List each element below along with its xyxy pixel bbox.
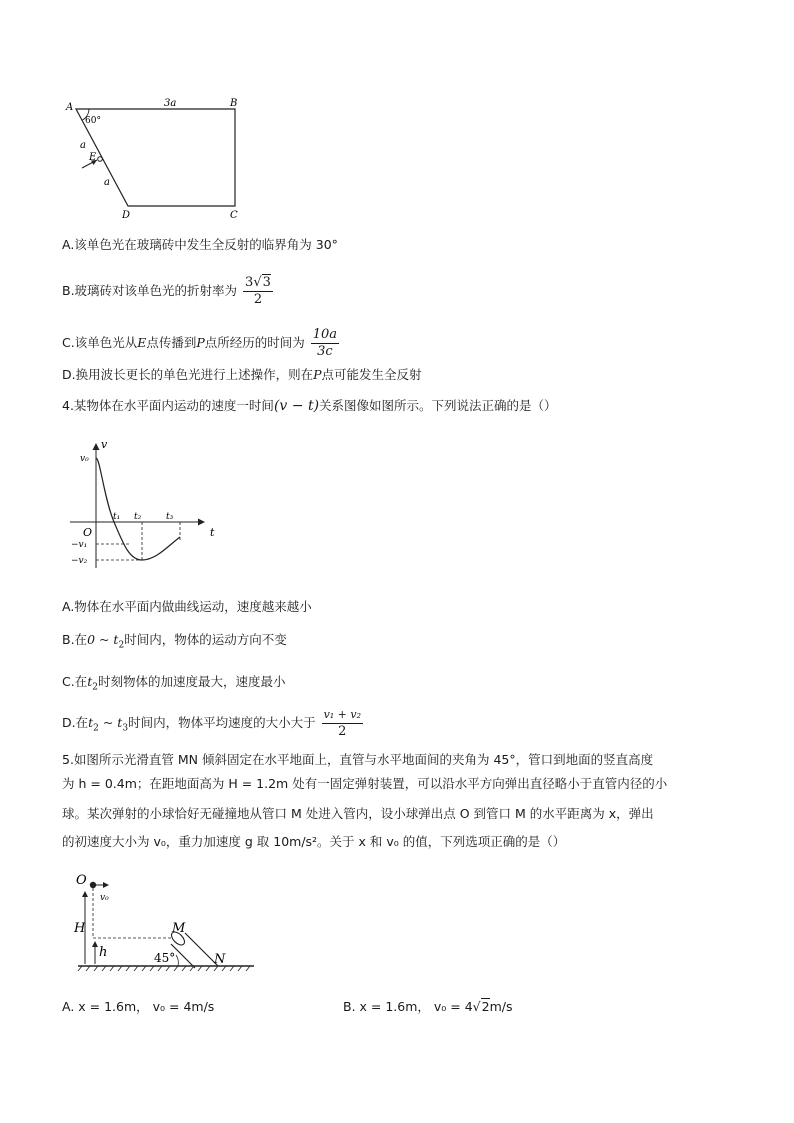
q4-b-pre: B.在 — [62, 632, 88, 647]
q3-option-b — [62, 275, 275, 311]
frac-coef: 3 — [245, 275, 254, 290]
q4-d-sub2: 3 — [122, 723, 129, 734]
q5-stem — [62, 748, 734, 854]
neg-v2-label: −v₂ — [71, 556, 88, 566]
frac-radicand: 3 — [262, 275, 271, 290]
t3-label: t₃ — [166, 512, 174, 522]
q4-option-b — [62, 631, 287, 655]
q4-stem — [62, 397, 557, 415]
frac-denominator: 2 — [253, 292, 263, 307]
vertex-d: D — [122, 210, 131, 221]
q4-c-sub: 2 — [92, 682, 98, 693]
q4-d-sub1: 2 — [93, 723, 99, 734]
launcher-tube-figure — [68, 868, 258, 973]
avg-velocity-numerator: v₁ + v₂ — [322, 707, 363, 724]
q3-c-post: 点所经历的时间为 — [204, 335, 305, 350]
q3-d-p: P — [313, 367, 322, 382]
q3-option-d — [62, 366, 422, 384]
origin-label: O — [83, 526, 93, 539]
time-numerator: 10a — [312, 327, 338, 342]
q4-d-t2: t — [88, 715, 94, 730]
label-n: N — [214, 952, 226, 967]
neg-v1-label: −v₁ — [71, 540, 88, 550]
q5-line-3: 球。某次弹射的小球恰好无碰撞地从管口 M 处进入管内，设小球弹出点 O 到管口 M 的水平距离为 x，弹出 — [62, 806, 654, 821]
q4-option-c — [62, 673, 285, 697]
vertex-c: C — [230, 210, 238, 221]
top-length: 3a — [164, 98, 177, 109]
label-v0: v₀ — [100, 893, 109, 903]
refractive-index-fraction: $\frac{3√3}{2}$ — [245, 275, 271, 307]
q5-line-2: 为 h = 0.4m；在距地面高为 H = 1.2m 处有一固定弹射装置，可以沿水平方向弹出直径略小于直管内径的小 — [62, 776, 668, 791]
q4-stem-pre: 4.某物体在水平面内运动的速度一时间 — [62, 398, 274, 413]
avg-velocity-denominator: 2 — [338, 724, 347, 739]
axis-v-label: v — [101, 438, 108, 451]
label-small-h: h — [99, 945, 108, 960]
vt-graph-figure — [62, 438, 222, 578]
glass-brick-figure — [60, 98, 250, 223]
label-o: O — [76, 873, 87, 888]
q5-b-post: m/s — [489, 999, 513, 1014]
angle-60: 60° — [85, 116, 101, 126]
label-45: 45° — [154, 951, 176, 965]
q5-b-radicand: 2 — [481, 999, 490, 1014]
q3-d-pre: D.换用波长更长的单色光进行上述操作，则在 — [62, 367, 314, 382]
label-m: M — [172, 921, 186, 936]
q4-b-post: 时间内，物体的运动方向不变 — [124, 632, 287, 647]
q5-option-a: A. x = 1.6m， v₀ = 4m/s — [62, 999, 215, 1014]
q5-line-4: 的初速度大小为 v₀，重力加速度 g 取 10m/s²。关于 x 和 v₀ 的值，下列选项正确的是（） — [62, 834, 566, 849]
segment-a-lower: a — [104, 177, 110, 188]
q4-stem-vt: (v − t) — [273, 398, 320, 414]
q5-line-1: 5.如图所示光滑直管 MN 倾斜固定在水平地面上，直管与水平地面间的夹角为 45°，管口到地面的竖直高度 — [62, 752, 654, 767]
q4-c-t: t — [87, 674, 93, 689]
q3-c-pre: C.该单色光从 — [62, 335, 138, 350]
vertex-b: B — [230, 98, 238, 109]
q4-c-post: 时刻物体的加速度最大，速度最小 — [97, 674, 286, 689]
q4-c-pre: C.在 — [62, 674, 88, 689]
q4-d-pre: D.在 — [62, 715, 89, 730]
point-e: E — [89, 152, 97, 163]
q4-stem-post: 关系图像如图所示。下列说法正确的是（） — [319, 398, 557, 413]
q3-c-mid: 点传播到 — [146, 335, 197, 350]
axis-t-label: t — [210, 526, 215, 539]
q4-option-d — [62, 707, 365, 745]
time-fraction — [311, 327, 339, 360]
q3-option-a: A.该单色光在玻璃砖中发生全反射的临界角为 30° — [62, 237, 338, 252]
q3-option-c — [62, 327, 341, 363]
t2-label: t₂ — [134, 512, 142, 522]
v0-label: v₀ — [80, 454, 89, 464]
q4-b-range: 0 ~ t — [87, 632, 119, 647]
q4-d-t3: ~ t — [98, 715, 123, 730]
segment-a-upper: a — [80, 140, 86, 151]
vertex-a: A — [66, 102, 74, 113]
q3-c-p: P — [196, 335, 205, 350]
t1-label: t₁ — [113, 512, 121, 522]
q4-d-post: 时间内，物体平均速度的大小大于 — [128, 715, 316, 730]
q3-c-e: E — [137, 335, 147, 350]
avg-velocity-fraction — [322, 707, 363, 740]
q5-b-pre: B. x = 1.6m， v₀ = 4 — [343, 999, 473, 1014]
label-big-h: H — [74, 921, 86, 936]
q5-option-b: B. x = 1.6m， v₀ = 4√2m/s — [343, 999, 513, 1014]
q4-option-a: A.物体在水平面内做曲线运动，速度越来越小 — [62, 599, 312, 614]
q4-b-sub: 2 — [118, 640, 125, 651]
q3-option-b-text: B.玻璃砖对该单色光的折射率为 — [62, 283, 238, 298]
time-denominator: 3c — [317, 344, 333, 359]
q3-d-post: 点可能发生全反射 — [321, 367, 422, 382]
